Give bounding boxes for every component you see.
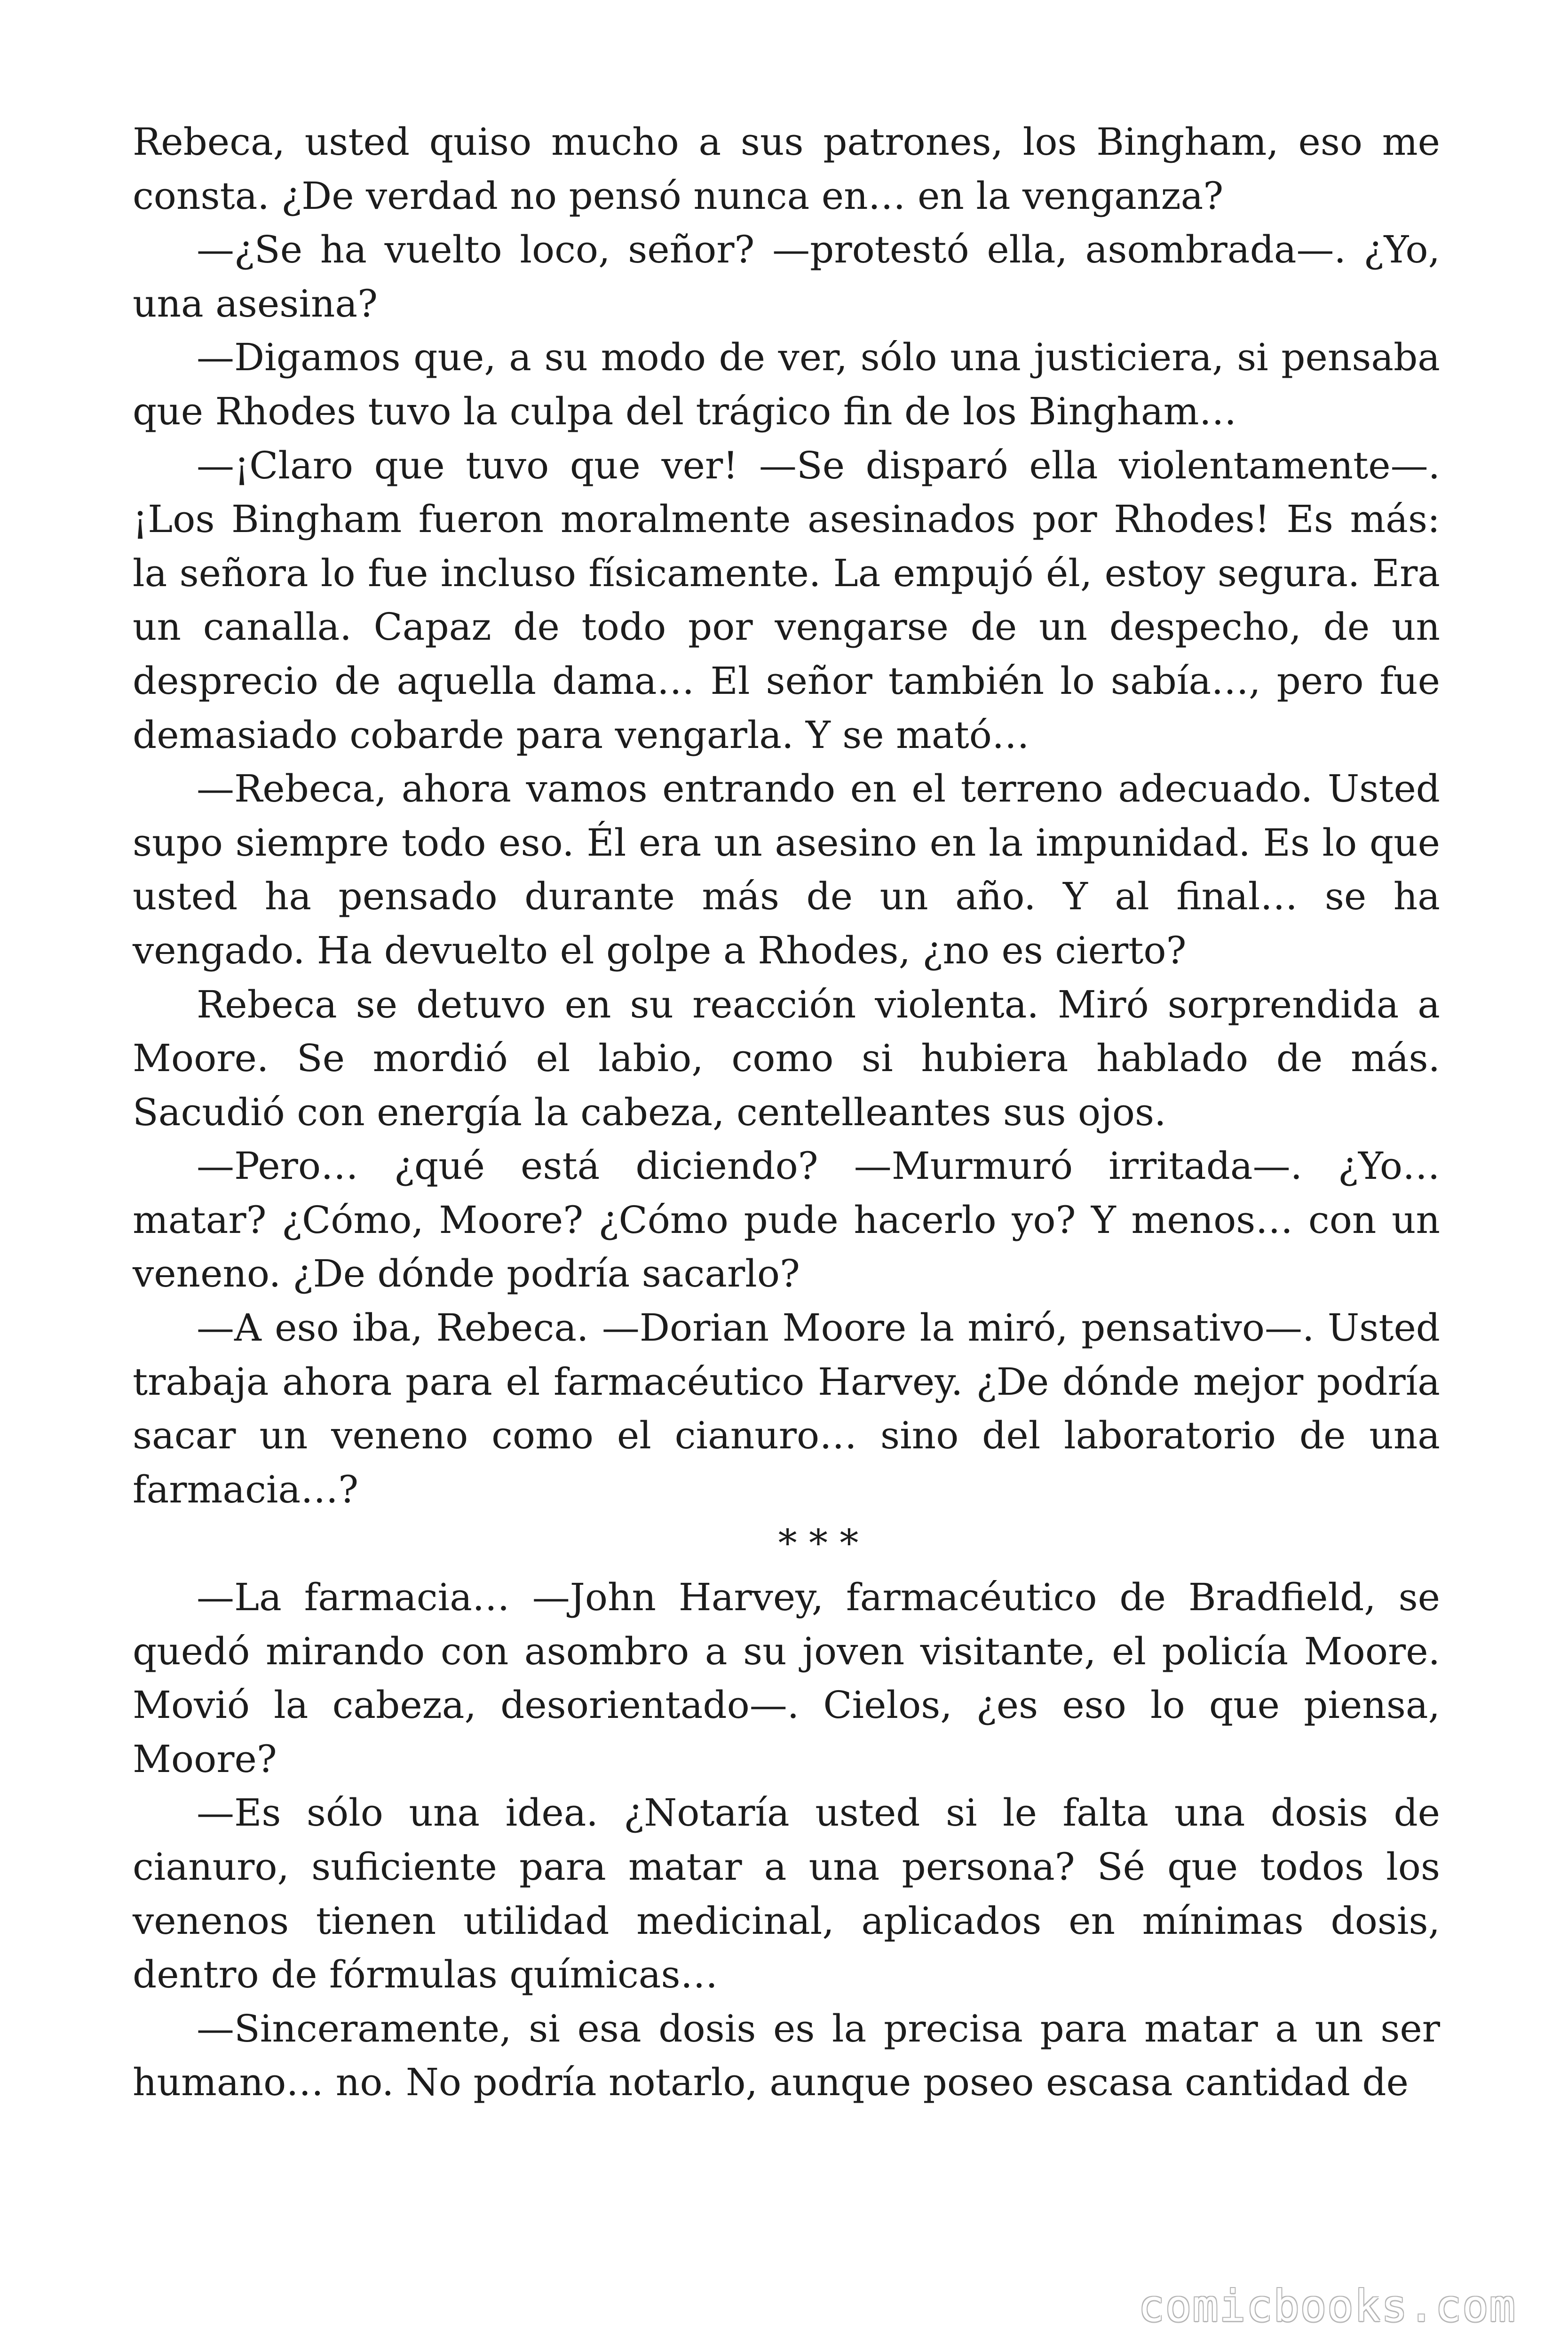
section-separator: * * * <box>778 1521 859 1565</box>
page-body-text <box>133 115 1440 2110</box>
paragraph: —Pero… ¿qué está diciendo? —Murmuró irritada—. ¿Yo… matar? ¿Cómo, Moore? ¿Cómo pude hacerlo yo? Y menos… con un veneno. ¿De dónde podría sacarlo? <box>133 1144 1440 1296</box>
paragraph: —¿Se ha vuelto loco, señor? —protestó ella, asombrada—. ¿Yo, una asesina? <box>133 228 1440 326</box>
paragraph: —Es sólo una idea. ¿Notaría usted si le falta una dosis de cianuro, suficiente para matar a una persona? Sé que todos los venenos tienen utilidad medicinal, aplicados en mínimas dosis, dentro de fórmulas químicas… <box>133 1791 1440 1997</box>
paragraph: —La farmacia… —John Harvey, farmacéutico de Bradfield, se quedó mirando con asombro a su joven visitante, el policía Moore. Movió la cabeza, desorientado—. Cielos, ¿es eso lo que piensa, Moore? <box>133 1575 1440 1781</box>
paragraph: —A eso iba, Rebeca. —Dorian Moore la miró, pensativo—. Usted trabaja ahora para el farmacéutico Harvey. ¿De dónde mejor podría sacar un veneno como el cianuro… sino del laboratorio de una farmacia…? <box>133 1306 1440 1511</box>
watermark-logo: comicbooks.com <box>1138 2281 1516 2331</box>
paragraph: Rebeca se detuvo en su reacción violenta. Miró sorprendida a Moore. Se mordió el labio, como si hubiera hablado de más. Sacudió con energía la cabeza, centelleantes sus ojos. <box>133 982 1440 1134</box>
paragraph: —Sinceramente, si esa dosis es la precisa para matar a un ser humano… no. No podría notarlo, aunque poseo escasa cantidad de <box>133 2006 1440 2105</box>
paragraph: —Digamos que, a su modo de ver, sólo una justiciera, si pensaba que Rhodes tuvo la culpa del trágico fin de los Bingham… <box>133 335 1440 433</box>
paragraph: —¡Claro que tuvo que ver! —Se disparó ella violentamente—. ¡Los Bingham fueron moralmente asesinados por Rhodes! Es más: la señora lo fue incluso físicamente. La empujó él, estoy segura. Era un canalla. Capaz de todo por vengarse de un despecho, de un desprecio de aquella dama… El señor también lo sabía…, pero fue demasiado cobarde para vengarla. Y se mató… <box>133 443 1440 757</box>
paragraph: —Rebeca, ahora vamos entrando en el terreno adecuado. Usted supo siempre todo eso. Él era un asesino en la impunidad. Es lo que usted ha pensado durante más de un año. Y al final… se ha vengado. Ha devuelto el golpe a Rhodes, ¿no es cierto? <box>133 767 1440 972</box>
paragraph: Rebeca, usted quiso mucho a sus patrones, los Bingham, eso me consta. ¿De verdad no pensó nunca en… en la venganza? <box>133 120 1440 218</box>
